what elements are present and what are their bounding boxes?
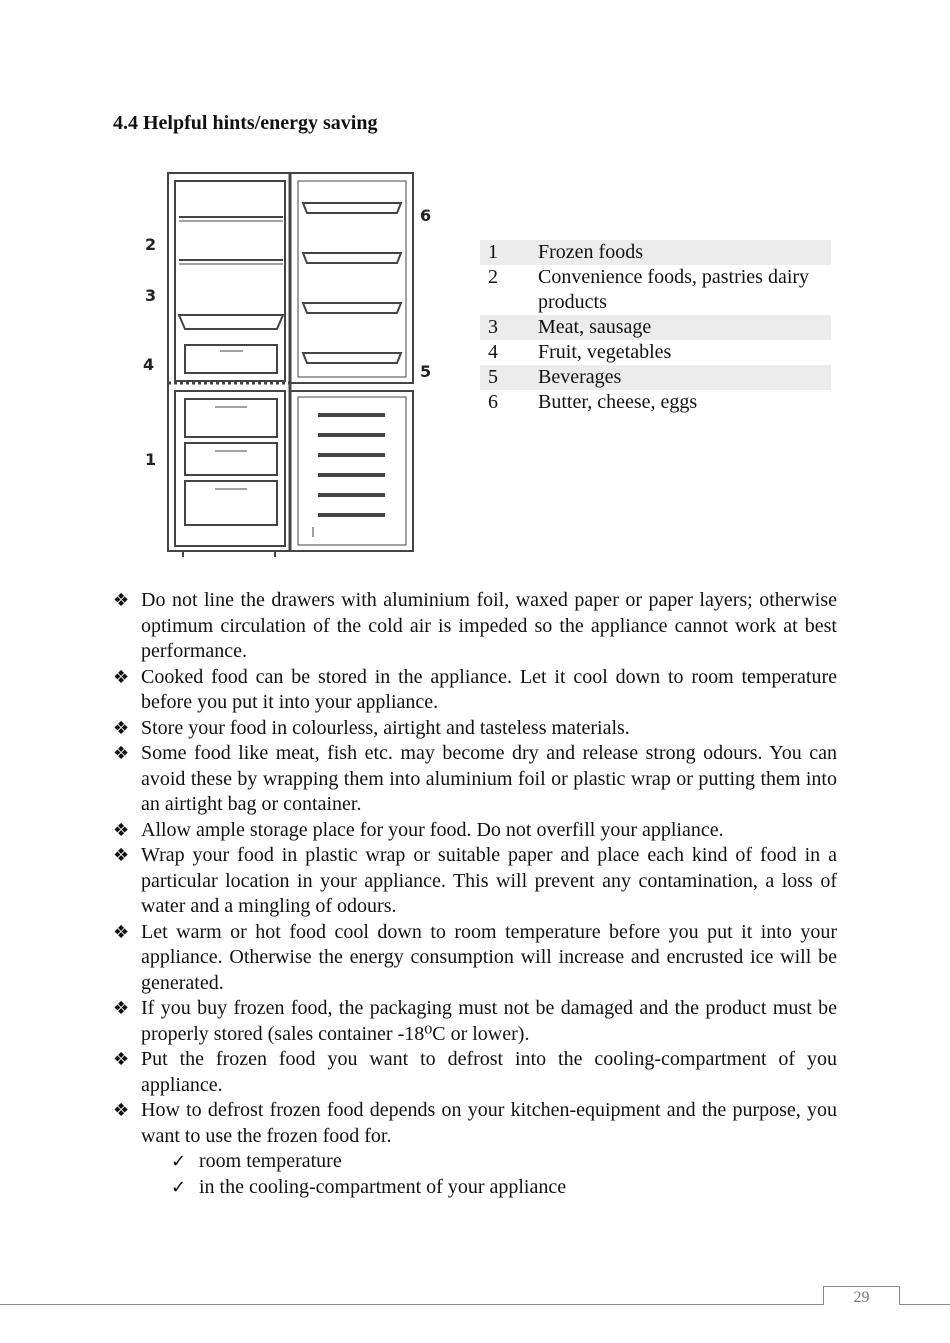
- figure-label-2: 2: [145, 235, 157, 254]
- hint-text: Cooked food can be stored in the appliance. Let it cool down to room temperature before you put it into your appliance.: [141, 665, 837, 713]
- defrost-options-list: [141, 1149, 837, 1200]
- legend-table: [480, 240, 831, 415]
- diamond-bullet-icon: ❖: [113, 845, 130, 866]
- diamond-bullet-icon: ❖: [113, 1100, 130, 1121]
- diamond-bullet-icon: ❖: [113, 998, 130, 1019]
- list-item: [171, 1149, 837, 1175]
- hint-text: Let warm or hot food cool down to room temperature before you put it into your appliance. Otherwise the energy consumption will increase and encrusted ice will be generated.: [141, 920, 837, 994]
- hint-text: Do not line the drawers with aluminium foil, waxed paper or paper layers; otherwise optimum circulation of the cold air is impeded so the appliance cannot work at best performance.: [141, 589, 837, 662]
- legend-number: 6: [488, 391, 498, 413]
- list-item: [113, 665, 837, 716]
- checkmark-icon: ✓: [171, 1151, 187, 1172]
- legend-text: Butter, cheese, eggs: [538, 391, 698, 413]
- list-item: [113, 818, 837, 844]
- figure-label-5: 5: [420, 362, 432, 381]
- list-item: [113, 588, 837, 665]
- hints-list: [113, 588, 837, 1200]
- list-item: [113, 843, 837, 920]
- legend-text: Frozen foods: [538, 240, 831, 265]
- diamond-bullet-icon: ❖: [113, 743, 130, 764]
- legend-text: Convenience foods, pastries dairy products: [538, 266, 810, 313]
- list-item: [113, 920, 837, 997]
- legend-row: [480, 390, 831, 415]
- figure-label-1: 1: [145, 450, 157, 469]
- legend-row: [480, 265, 831, 315]
- hint-text: Put the frozen food you want to defrost into the cooling-compartment of you appliance.: [141, 1048, 837, 1096]
- diamond-bullet-icon: ❖: [113, 590, 130, 611]
- list-item: [113, 1098, 837, 1200]
- diamond-bullet-icon: ❖: [113, 717, 130, 739]
- figure-label-4: 4: [143, 355, 155, 374]
- legend-number: 4: [488, 341, 498, 363]
- page-number: 29: [853, 1289, 870, 1306]
- diamond-bullet-icon: ❖: [113, 1049, 130, 1070]
- fridge-diagram: [135, 165, 445, 560]
- hint-text: Some food like meat, fish etc. may become dry and release strong odours. You can avoid these by wrapping them into aluminium foil or plastic wrap or putting them into an airtight bag or container.: [141, 742, 837, 815]
- option-text: in the cooling-compartment of your appliance: [199, 1175, 567, 1198]
- list-item: [171, 1175, 837, 1201]
- legend-text: Meat, sausage: [538, 315, 831, 340]
- diamond-bullet-icon: ❖: [113, 921, 130, 943]
- legend-row: [480, 315, 831, 340]
- diamond-bullet-icon: ❖: [113, 819, 130, 841]
- figure-label-3: 3: [145, 286, 157, 305]
- hint-text: How to defrost frozen food depends on your kitchen-equipment and the purpose, you want to use the frozen food for.: [141, 1099, 837, 1147]
- list-item: [113, 716, 837, 742]
- list-item: [113, 1047, 837, 1098]
- option-text: room temperature: [199, 1150, 342, 1172]
- legend-text: Fruit, vegetables: [538, 341, 672, 363]
- legend-row: [480, 240, 831, 265]
- hint-text: Store your food in colourless, airtight and tasteless materials.: [141, 716, 630, 739]
- checkmark-icon: ✓: [171, 1176, 187, 1198]
- section-heading: 4.4 Helpful hints/energy saving: [113, 112, 378, 134]
- hint-text: Allow ample storage place for your food. Do not overfill your appliance.: [141, 818, 724, 841]
- legend-number: 5: [480, 365, 538, 390]
- footer-rule: [0, 1304, 950, 1305]
- list-item: [113, 741, 837, 818]
- hint-text: If you buy frozen food, the packaging must not be damaged and the product must be properly stored (sales container -18⁰C or lower).: [141, 997, 837, 1045]
- hint-text: Wrap your food in plastic wrap or suitable paper and place each kind of food in a particular location in your appliance. This will prevent any contamination, a loss of water and a mingling of odours.: [141, 844, 837, 917]
- legend-text: Beverages: [538, 365, 831, 390]
- legend-number: 3: [480, 315, 538, 340]
- list-item: [113, 996, 837, 1047]
- legend-row: [480, 365, 831, 390]
- legend-number: 2: [488, 266, 498, 288]
- legend-row: [480, 340, 831, 365]
- legend-number: 1: [480, 240, 538, 265]
- figure-label-6: 6: [420, 206, 432, 225]
- diamond-bullet-icon: ❖: [113, 666, 130, 688]
